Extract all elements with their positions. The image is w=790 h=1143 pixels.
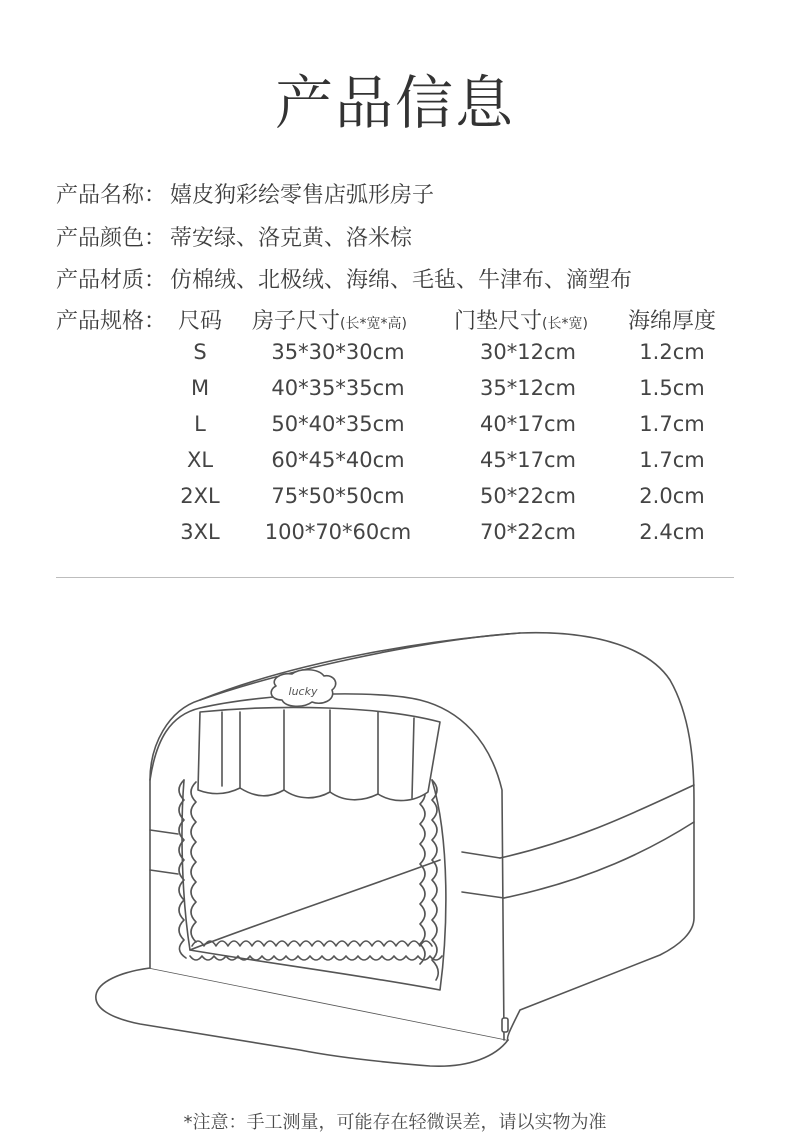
spec-header-size: 尺码 xyxy=(178,309,223,334)
spec-house-size: 60*45*40cm xyxy=(271,448,405,472)
spec-row xyxy=(0,412,790,448)
spec-size: M xyxy=(190,376,210,400)
spec-size: 3XL xyxy=(180,520,220,544)
spec-size: L xyxy=(194,412,206,436)
spec-header-foam: 海绵厚度 xyxy=(628,309,717,334)
zipper-icon xyxy=(502,1018,508,1032)
spec-foam-thickness: 1.2cm xyxy=(639,340,705,364)
product-material-label: 产品材质： xyxy=(56,268,167,293)
spec-house-size: 50*40*35cm xyxy=(271,412,405,436)
product-name-label: 产品名称： xyxy=(56,183,167,208)
spec-size: XL xyxy=(186,448,214,472)
spec-header-mat-label: 门垫尺寸 xyxy=(454,309,543,334)
product-material-row xyxy=(56,263,632,294)
page-title: 产品信息 xyxy=(274,69,515,137)
section-divider xyxy=(56,577,734,578)
spec-size: 2XL xyxy=(180,484,220,508)
product-spec-label: 产品规格： xyxy=(56,309,167,334)
spec-size: S xyxy=(193,340,207,364)
footnote: *注意：手工测量，可能存在轻微误差，请以实物为准 xyxy=(183,1112,607,1133)
spec-header-mat-note: (长*宽) xyxy=(542,316,588,332)
spec-row xyxy=(0,520,790,556)
spec-mat-size: 50*22cm xyxy=(480,484,576,508)
product-color-label: 产品颜色： xyxy=(56,226,167,251)
spec-row xyxy=(0,484,790,520)
spec-row xyxy=(0,340,790,376)
spec-header-house-label: 房子尺寸 xyxy=(252,309,341,334)
product-name-row xyxy=(56,178,434,209)
spec-header-house-note: (长*宽*高) xyxy=(340,316,407,332)
spec-header-mat xyxy=(454,304,588,335)
pet-house-illustration xyxy=(0,590,790,1090)
product-color-value: 蒂安绿、洛克黄、洛米棕 xyxy=(170,226,413,251)
spec-house-size: 100*70*60cm xyxy=(264,520,412,544)
spec-mat-size: 30*12cm xyxy=(480,340,576,364)
spec-mat-size: 35*12cm xyxy=(480,376,576,400)
spec-foam-thickness: 1.7cm xyxy=(639,412,705,436)
spec-mat-size: 40*17cm xyxy=(480,412,576,436)
lucky-logo-text: lucky xyxy=(288,685,318,698)
spec-foam-thickness: 1.5cm xyxy=(639,376,705,400)
spec-house-size: 35*30*30cm xyxy=(271,340,405,364)
spec-row xyxy=(0,376,790,412)
product-name-value: 嬉皮狗彩绘零售店弧形房子 xyxy=(170,183,435,208)
awning xyxy=(198,707,440,800)
spec-mat-size: 70*22cm xyxy=(480,520,576,544)
spec-house-size: 40*35*35cm xyxy=(271,376,405,400)
spec-row xyxy=(0,448,790,484)
spec-foam-thickness: 2.0cm xyxy=(639,484,705,508)
spec-header-house xyxy=(252,304,407,335)
product-material-value: 仿棉绒、北极绒、海绵、毛毡、牛津布、滴塑布 xyxy=(170,268,633,293)
spec-foam-thickness: 1.7cm xyxy=(639,448,705,472)
spec-house-size: 75*50*50cm xyxy=(271,484,405,508)
product-color-row xyxy=(56,221,412,252)
spec-mat-size: 45*17cm xyxy=(480,448,576,472)
spec-foam-thickness: 2.4cm xyxy=(639,520,705,544)
